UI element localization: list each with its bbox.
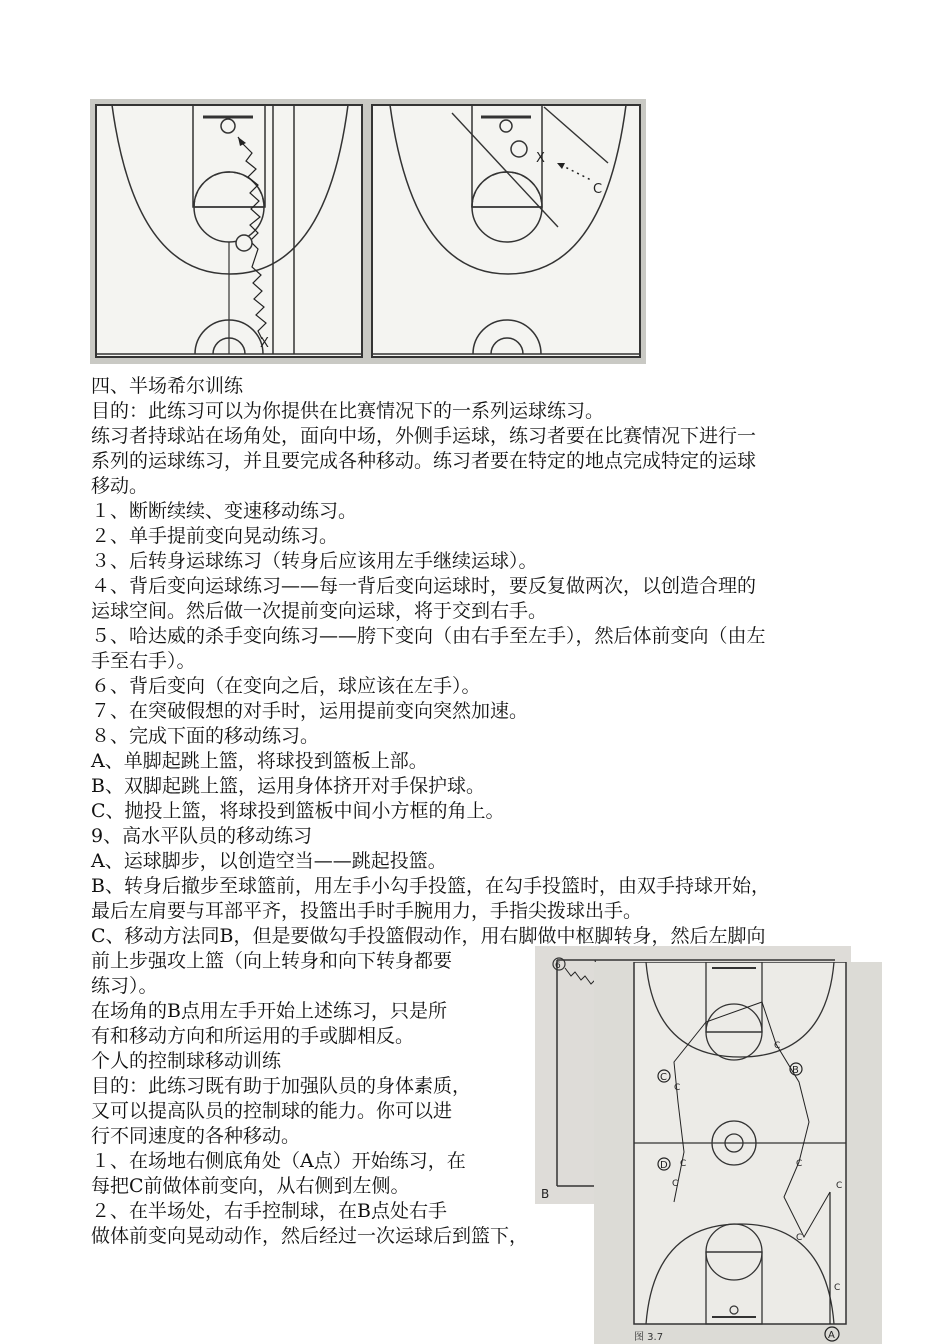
sub-item: C、抛投上篮，将球投到篮板中间小方框的角上。	[91, 800, 505, 822]
point-d-circle-label: D	[660, 1160, 668, 1171]
drill-item: ８、完成下面的移动练习。	[91, 725, 320, 747]
paragraph-line: 有和移动方向和所运用的手或脚相反。	[91, 1025, 415, 1047]
figure-caption: 图 3.7	[634, 1332, 664, 1343]
figure-full-court-drill	[594, 962, 882, 1344]
paragraph-line: 做体前变向晃动动作，然后经过一次运球后到篮下，	[91, 1225, 529, 1247]
drill-item: ２、在半场处，右手控制球，在B点处右手	[91, 1200, 447, 1222]
point-a-circle-label: A	[828, 1330, 835, 1341]
drill-item: ２、单手提前变向晃动练习。	[91, 525, 339, 547]
cone-c-label: C	[774, 1041, 781, 1051]
paragraph-line: 练习）。	[91, 975, 158, 997]
drill-item: ３、后转身运球练习（转身后应该用左手继续运球）。	[91, 550, 538, 572]
figure-court-pass-angle	[368, 99, 646, 364]
cone-c-label: C	[836, 1181, 843, 1191]
point-b-label: B	[541, 1187, 550, 1201]
cone-c-label: C	[834, 1283, 841, 1293]
sub-item: C、移动方法同B，但是要做勾手投篮假动作，用右脚做中枢脚转身，然后左脚向	[91, 925, 766, 947]
drill-item: ７、在突破假想的对手时，运用提前变向突然加速。	[91, 700, 529, 722]
player-c-label: C	[593, 182, 603, 197]
player-x-label: X	[260, 336, 269, 351]
paragraph-line: 练习者持球站在场角处，面向中场，外侧手运球，练习者要在比赛情况下进行一	[91, 425, 757, 447]
purpose-text: 目的：此练习可以为你提供在比赛情况下的一系列运球练习。	[91, 400, 605, 422]
player-six-label: 6	[555, 961, 561, 971]
paragraph-line: 又可以提高队员的控制球的能力。你可以进	[91, 1100, 453, 1122]
drill-item: ５、哈达威的杀手变向练习——胯下变向（由右手至左手），然后体前变向（由左	[91, 625, 766, 647]
drill-item: 手至右手）。	[91, 650, 196, 672]
player-x-label: X	[536, 151, 545, 166]
paragraph-line: 在场角的B点用左手开始上述练习，只是所	[91, 1000, 447, 1022]
section-heading: 四、半场希尔训练	[91, 375, 244, 397]
paragraph-line: 前上步强攻上篮（向上转身和向下转身都要	[91, 950, 453, 972]
sub-item: B、转身后撤步至球篮前，用左手小勾手投篮，在勾手投篮时，由双手持球开始，	[91, 875, 770, 897]
purpose-text: 目的：此练习既有助于加强队员的身体素质，	[91, 1075, 472, 1097]
cone-c-label: C	[796, 1233, 803, 1243]
section-heading: 个人的控制球移动训练	[91, 1050, 282, 1072]
drill-item: １、断断续续、变速移动练习。	[91, 500, 358, 522]
drill-item: 运球空间。然后做一次提前变向运球，将于交到右手。	[91, 600, 548, 622]
cone-c-label: C	[674, 1083, 681, 1093]
point-b-circle-label: B	[792, 1065, 799, 1076]
cone-c-label: C	[796, 1159, 803, 1169]
cone-c-label: C	[680, 1159, 687, 1169]
paragraph-line: 每把C前做体前变向，从右侧到左侧。	[91, 1175, 410, 1197]
paragraph-line: 移动。	[91, 475, 149, 497]
drill-item: ４、背后变向运球练习——每一背后变向运球时，要反复做两次，以创造合理的	[91, 575, 757, 597]
figure-court-dribble-lane	[90, 99, 368, 364]
sub-item: A、单脚起跳上篮，将球投到篮板上部。	[91, 750, 428, 772]
drill-item: ６、背后变向（在变向之后，球应该在左手）。	[91, 675, 481, 697]
sub-item: B、双脚起跳上篮，运用身体挤开对手保护球。	[91, 775, 485, 797]
sub-item: A、运球脚步，以创造空当——跳起投篮。	[91, 850, 447, 872]
drill-item: １、在场地右侧底角处（A点）开始练习，在	[91, 1150, 466, 1172]
cone-c-label: C	[672, 1179, 679, 1189]
paragraph-line: 系列的运球练习，并且要完成各种移动。练习者要在特定的地点完成特定的运球	[91, 450, 757, 472]
paragraph-line: 行不同速度的各种移动。	[91, 1125, 301, 1147]
paragraph-line: 最后左肩要与耳部平齐，投篮出手时手腕用力，手指尖拨球出手。	[91, 900, 643, 922]
point-c-circle-label: C	[660, 1072, 667, 1083]
drill-item: 9、高水平队员的移动练习	[91, 825, 313, 847]
